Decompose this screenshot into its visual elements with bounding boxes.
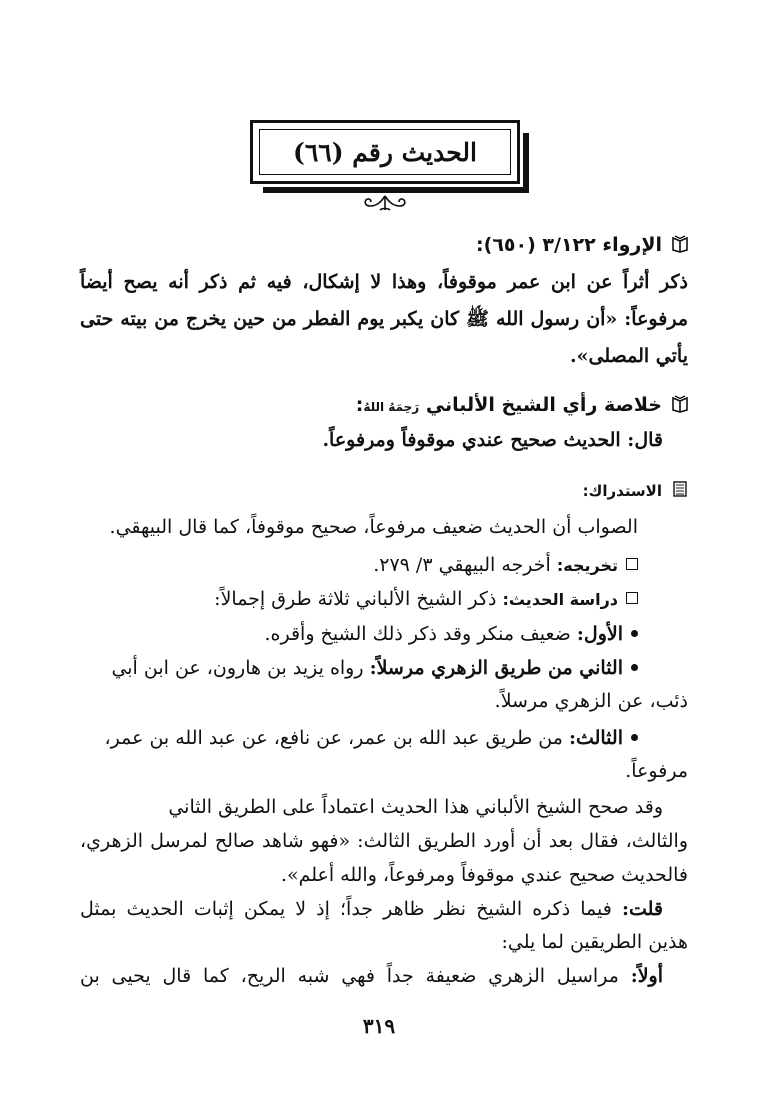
- summary-heading: خلاصة رأي الشيخ الألباني رَحِمَهُ اللهُ:: [80, 392, 688, 420]
- book-icon: [672, 235, 688, 253]
- takhrij-line: تخريجه: أخرجه البيهقي ٣/ ٢٧٩.: [80, 552, 638, 579]
- hadith-title: الحديث رقم (٦٦): [293, 138, 477, 167]
- qultu-cont: هذين الطريقين لما يلي:: [501, 931, 688, 953]
- title-frame: [250, 120, 520, 184]
- summary-line: قال: الحديث صحيح عندي موقوفاً ومرفوعاً.: [322, 429, 663, 451]
- second-way: الثاني من طريق الزهري مرسلاً: رواه يزيد بن هارون، عن ابن أبي: [80, 655, 638, 681]
- awwalan-line: أولاً: مراسيل الزهري ضعيفة جداً فهي شبه الريح، كما قال يحيى بن: [80, 965, 663, 987]
- paragraph-line-3: فالحديث صحيح عندي موقوفاً ومرفوعاً، والله أعلم».: [280, 864, 688, 886]
- page-number: ٣١٩: [362, 1014, 396, 1038]
- paragraph-line-2: والثالث، فقال بعد أن أورد الطريق الثالث: «فهو شاهد صالح لمرسل الزهري،: [80, 830, 688, 852]
- dirasa-line: دراسة الحديث: ذكر الشيخ الألباني ثلاثة طرق إجمالاً:: [80, 586, 638, 613]
- istidrak-intro: الصواب أن الحديث ضعيف مرفوعاً، صحيح موقوفاً، كما قال البيهقي.: [109, 516, 638, 538]
- paragraph-line-1: وقد صحح الشيخ الألباني هذا الحديث اعتماداً على الطريق الثاني: [168, 796, 663, 818]
- irwa-line-2: مرفوعاً: «أن رسول الله ﷺ كان يكبر يوم الفطر من حين يخرج من بيته حتى: [80, 308, 688, 330]
- checkbox-square-icon: [626, 592, 638, 604]
- third-way: الثالث: من طريق عبد الله بن عمر، عن نافع، عن عبد الله بن عمر،: [80, 725, 638, 751]
- bullet-icon: [631, 734, 638, 741]
- ornament-icon: [360, 192, 410, 214]
- istidrak-heading: الاستدراك:: [80, 478, 688, 504]
- irwa-heading: الإرواء ٣/١٢٢ (٦٥٠):: [80, 232, 688, 258]
- notebook-icon: [672, 480, 688, 498]
- honorific: رَحِمَهُ اللهُ: [363, 400, 420, 414]
- irwa-line-1: ذكر أثراً عن ابن عمر موقوفاً، وهذا لا إشكال، فيه ثم ذكر أنه يصح أيضاً: [80, 271, 688, 293]
- second-way-cont: ذئب، عن الزهري مرسلاً.: [494, 690, 688, 712]
- bullet-icon: [631, 630, 638, 637]
- third-way-cont: مرفوعاً.: [625, 760, 688, 782]
- bullet-icon: [631, 664, 638, 671]
- book-icon: [672, 395, 688, 413]
- irwa-line-3: يأتي المصلى».: [570, 345, 688, 367]
- qultu-line: قلت: فيما ذكره الشيخ نظر ظاهر جداً؛ إذ لا يمكن إثبات الحديث بمثل: [80, 898, 664, 920]
- first-way: الأول: ضعيف منكر وقد ذكر ذلك الشيخ وأقره.: [80, 621, 638, 647]
- checkbox-square-icon: [626, 558, 638, 570]
